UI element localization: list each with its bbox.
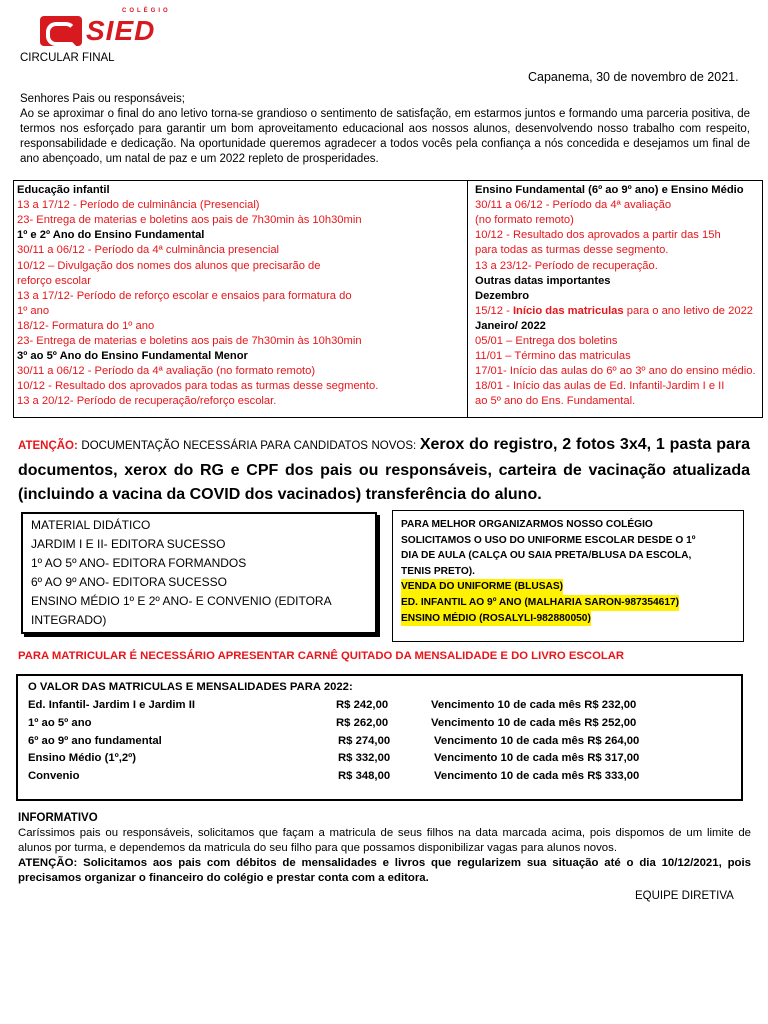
calendar-entry: 1º e 2º Ano do Ensino Fundamental: [17, 229, 205, 242]
date-line: Capanema, 30 de novembro de 2021.: [528, 70, 739, 84]
uniform-highlight-line: ENSINO MÉDIO (ROSALYLI-982880050): [401, 611, 591, 627]
uniform-box: [392, 510, 744, 642]
calendar-entry: 13 a 17/12 - Período de culminância (Presencial): [17, 199, 260, 212]
calendar-entry: 30/11 a 06/12 - Período da 4ª avaliação: [475, 199, 672, 212]
info-paragraph: Caríssimos pais ou responsáveis, solicitamos que façam a matricula de seus filhos na data marcada acima, pois dispomos de um limite de alunos por turma, e dependemos da matricula do seu filho para que possamos disponibilizar vagas para alunos novos.: [18, 827, 751, 854]
logo-small-text: COLÉGIO: [122, 8, 171, 14]
info-attention-label: ATENÇÃO:: [18, 857, 78, 869]
fee-row-enrollment: R$ 332,00: [338, 752, 391, 765]
fee-row-monthly: Vencimento 10 de cada mês R$ 232,00: [431, 699, 637, 711]
calendar-entry: 3º ao 5º Ano do Ensino Fundamental Menor: [17, 350, 248, 363]
uniform-highlight-line: VENDA DO UNIFORME (BLUSAS): [401, 579, 563, 595]
material-line: ENSINO MÉDIO 1º E 2º ANO- E CONVENIO (EDITORA: [31, 594, 332, 608]
calendar-entry: para todas as turmas desse segmento.: [475, 244, 669, 257]
material-line: JARDIM I E II- EDITORA SUCESSO: [31, 537, 226, 551]
fees-box: [16, 674, 743, 801]
uniform-line: DIA DE AULA (CALÇA OU SAIA PRETA/BLUSA DA ESCOLA,: [401, 550, 692, 562]
fees-title: O VALOR DAS MATRICULAS E MENSALIDADES PARA 2022:: [28, 681, 353, 693]
calendar-left-column: [14, 181, 468, 417]
calendar-entry: reforço escolar: [17, 274, 91, 287]
calendar-entry: 17/01- Início das aulas do 6º ao 3º ano do ensino médio.: [475, 365, 756, 378]
calendar-entry: 18/01 - Início das aulas de Ed. Infantil-Jardim I e II: [475, 380, 725, 393]
attention-body: Xerox do registro, 2 fotos 3x4, 1 pasta para documentos, xerox do RG e CPF dos pais ou responsáveis, carteira de vacinação atualizada (incluindo a vacina da COVID dos vacinados) transferência do aluno.: [18, 436, 750, 503]
greeting-body: Ao se aproximar o final do ano letivo torna-se grandioso o sentimento de satisfação, em estarmos juntos e formando uma parceria positiva, de termos nos esforçado para garantir um bom aproveitamento educacional aos nossos alunos, desenvolvendo nosso trabalho com respeito, responsabilidade e dedicação. Na oportunidade queremos agradecer a todos vocês pela confiança a nós concedida e desejamos um final de ano abençoado, um natal de paz e um 2022 repleto de prosperidades.: [20, 108, 750, 165]
greeting: [20, 92, 750, 167]
calendar-entry: 10/12 - Resultado dos aprovados para todas as turmas desse segmento.: [17, 380, 379, 393]
material-line: 1º AO 5º ANO- EDITORA FORMANDOS: [31, 556, 247, 570]
calendar-entry: 13 a 17/12- Período de reforço escolar e ensaios para formatura do: [17, 289, 352, 302]
uniform-highlight-line: ED. INFANTIL AO 9º ANO (MALHARIA SARON-987354617): [401, 595, 679, 611]
calendar-entry: 11/01 – Término das matriculas: [475, 350, 631, 363]
calendar-entry: 13 a 23/12- Período de recuperação.: [475, 259, 658, 272]
fee-row-label: Ed. Infantil- Jardim I e Jardim II: [28, 699, 195, 711]
document-title: CIRCULAR FINAL: [20, 52, 115, 64]
fee-row-label: Ensino Médio (1º,2º): [28, 752, 137, 765]
calendar-entry: 1º ano: [17, 304, 50, 317]
salutation: Senhores Pais ou responsáveis;: [20, 93, 185, 105]
logo-s-icon: [40, 16, 82, 46]
calendar-entry: ao 5º ano do Ens. Fundamental.: [475, 395, 636, 408]
material-line: INTEGRADO): [31, 613, 107, 627]
calendar-entry: 23- Entrega de materias e boletins aos pais de 7h30min às 10h30min: [17, 214, 362, 227]
calendar-entry: 05/01 – Entrega dos boletins: [475, 335, 618, 347]
calendar-entry: Outras datas importantes: [475, 274, 611, 287]
school-logo: [40, 8, 190, 48]
info-title: INFORMATIVO: [18, 812, 98, 824]
calendar-entry: 13 a 20/12- Período de recuperação/reforço escolar.: [17, 395, 277, 408]
material-box: [21, 512, 377, 634]
fee-row-label: 6º ao 9º ano fundamental: [28, 734, 162, 747]
info-attention-text: Solicitamos aos pais com débitos de mensalidades e livros que regularizem sua situação até o dia 10/12/2021, pois precisamos organizar o financeiro do colégio e prestar conta com a editora.: [18, 857, 751, 884]
fee-row-enrollment: R$ 242,00: [336, 699, 389, 711]
calendar-entry: Janeiro/ 2022: [475, 319, 546, 332]
fee-row-monthly: Vencimento 10 de cada mês R$ 333,00: [434, 770, 640, 783]
fee-row-enrollment: R$ 348,00: [338, 770, 391, 783]
calendar-entry: 30/11 a 06/12 - Período da 4ª culminância presencial: [17, 244, 280, 257]
attention-block: [18, 433, 750, 508]
uniform-line: PARA MELHOR ORGANIZARMOS NOSSO COLÉGIO: [401, 519, 653, 530]
material-line: MATERIAL DIDÁTICO: [31, 518, 151, 532]
fee-row-enrollment: R$ 274,00: [338, 734, 391, 747]
calendar-entry: 30/11 a 06/12 - Período da 4ª avaliação (no formato remoto): [17, 365, 316, 378]
signature: EQUIPE DIRETIVA: [635, 890, 734, 902]
calendar-entry: (no formato remoto): [475, 214, 574, 227]
fee-row-enrollment: R$ 262,00: [336, 716, 389, 729]
calendar-entry: 23- Entrega de materias e boletins aos pais de 7h30min às 10h30min: [17, 335, 362, 347]
calendar-right-column: [468, 181, 762, 417]
calendar-entry: Dezembro: [475, 289, 530, 302]
info-body: [18, 826, 751, 886]
fee-row-monthly: Vencimento 10 de cada mês R$ 317,00: [434, 752, 640, 765]
fee-row-label: Convenio: [28, 770, 80, 783]
attention-label: ATENÇÃO:: [18, 440, 78, 452]
enrollment-requirement: PARA MATRICULAR É NECESSÁRIO APRESENTAR CARNÊ QUITADO DA MENSALIDADE E DO LIVRO ESCOLAR: [18, 650, 625, 662]
calendar-entry: 10/12 – Divulgação dos nomes dos alunos que precisarão de: [17, 259, 321, 272]
logo-wordmark: SIED: [86, 15, 156, 46]
calendar-entry: 15/12 - Início das matriculas para o ano letivo de 2022: [475, 304, 754, 317]
calendar-table: [13, 180, 763, 418]
material-line: 6º AO 9º ANO- EDITORA SUCESSO: [31, 575, 227, 589]
calendar-entry: Educação infantil: [17, 184, 110, 196]
calendar-entry: 10/12 - Resultado dos aprovados a partir das 15h: [475, 229, 721, 242]
fee-row-monthly: Vencimento 10 de cada mês R$ 252,00: [431, 716, 637, 729]
fee-row-label: 1º ao 5º ano: [28, 716, 92, 729]
attention-lead: DOCUMENTAÇÃO NECESSÁRIA PARA CANDIDATOS NOVOS:: [77, 440, 420, 452]
calendar-entry: Ensino Fundamental (6º ao 9º ano) e Ensino Médio: [475, 184, 744, 196]
uniform-line: SOLICITAMOS O USO DO UNIFORME ESCOLAR DESDE O 1º: [401, 534, 696, 546]
calendar-entry: 18/12- Formatura do 1º ano: [17, 319, 155, 332]
fee-row-monthly: Vencimento 10 de cada mês R$ 264,00: [434, 734, 640, 747]
uniform-line: TENIS PRETO).: [401, 565, 475, 577]
